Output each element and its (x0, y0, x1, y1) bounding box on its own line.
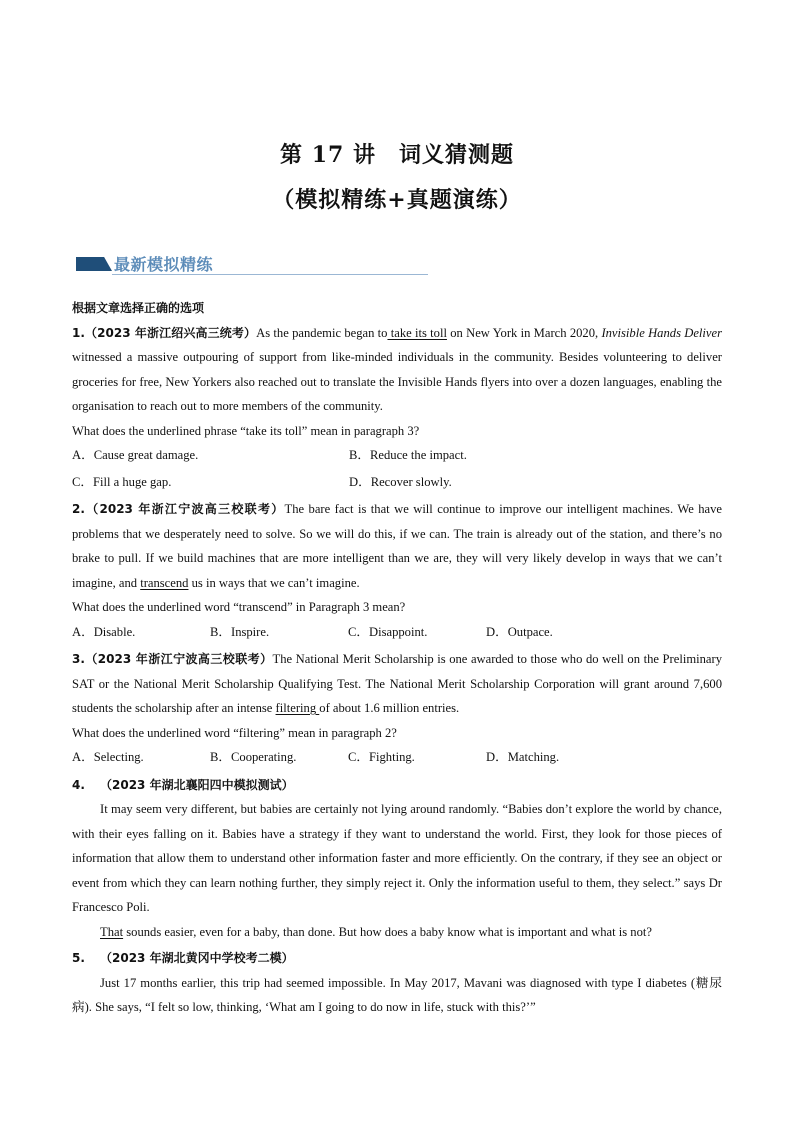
q1-option-c[interactable]: C．Fill a huge gap. (72, 474, 172, 489)
q2-underlined: transcend (140, 575, 189, 590)
q3-text-b: of about 1.6 million entries. (319, 701, 460, 715)
q1-options-row1 (72, 443, 722, 468)
q5-source: （2023 年湖北黄冈中学校考二模） (100, 951, 294, 965)
q4-underlined: That (100, 924, 124, 939)
q4-number: 4. (72, 777, 85, 792)
q3-underlined: filtering (275, 701, 320, 715)
q1-text-c: witnessed a massive outpouring of support from like-minded individuals in the community. Besides volunteering to deliver groceries for free, New Yorkers also reached out to translate the Invisible Hands flyers into over a dozen languages, enabling the organisation to reach out to more members of the community. (72, 350, 722, 413)
q2-option-a[interactable]: A．Disable. (72, 624, 136, 639)
q1-italic: Invisible Hands Deliver (601, 325, 723, 340)
q2-number: 2. (72, 502, 85, 516)
q2-option-d[interactable]: D．Outpace. (486, 624, 553, 639)
q1-option-d[interactable]: D．Recover slowly. (349, 474, 452, 489)
question-4-header (72, 773, 722, 798)
question-2-passage (72, 497, 722, 595)
q1-options-row2 (72, 470, 722, 495)
q1-text-a: As the pandemic began to (256, 325, 388, 340)
question-5-header (72, 946, 722, 971)
q1-option-a[interactable]: A．Cause great damage. (72, 448, 199, 462)
q2-option-b[interactable]: B．Inspire. (210, 624, 270, 639)
q1-text-b: on New York in March 2020, (446, 325, 602, 340)
content (72, 296, 722, 1020)
q3-option-b[interactable]: B．Cooperating. (210, 750, 297, 764)
section-label: 最新模拟精练 (114, 255, 214, 274)
q3-source: （2023 年浙江宁波高三校联考） (84, 652, 273, 666)
q2-text-b: us in ways that we can’t imagine. (188, 575, 360, 590)
q4-source: （2023 年湖北襄阳四中模拟测试） (100, 777, 294, 792)
q5-number: 5. (72, 951, 85, 965)
q3-option-a[interactable]: A．Selecting. (72, 750, 144, 764)
banner-rule (112, 274, 428, 275)
q1-number: 1. (72, 325, 85, 340)
q4-paragraph-2-text: sounds easier, even for a baby, than done. But how does a baby know what is important and what is not? (123, 924, 652, 939)
q1-option-b[interactable]: B．Reduce the impact. (349, 448, 467, 462)
q3-option-c[interactable]: C．Fighting. (348, 750, 415, 764)
q3-question: What does the underlined word “filtering” mean in paragraph 2? (72, 725, 397, 740)
q2-options (72, 620, 722, 645)
q3-option-d[interactable]: D．Matching. (486, 750, 560, 764)
q3-options (72, 745, 722, 770)
q2-option-c[interactable]: C．Disappoint. (348, 624, 428, 639)
q2-text-a: The bare fact is that we will continue to improve our intelligent machines. We have problems that we desperately need to solve. So we will do this, if we can. The train is already out of the station, and there’s no brake to pull. If we build machines that are more intelligent than we are, they will very likely develop in ways that we can’t imagine, and (72, 502, 722, 590)
page-subtitle: （模拟精练+真题演练） (272, 187, 522, 213)
q2-question: What does the underlined word “transcend” in Paragraph 3 mean? (72, 600, 406, 614)
question-1-passage (72, 321, 722, 419)
q4-paragraph-2 (72, 920, 722, 945)
instruction: 根据文章选择正确的选项 (72, 301, 205, 315)
question-3-passage (72, 647, 722, 721)
q3-text-a: The National Merit Scholarship is one awarded to those who do well on the Preliminary SAT or the National Merit Scholarship Qualifying Test. The National Merit Scholarship Corporation will grant around 7,600 students the scholarship after an intense (72, 652, 723, 715)
q2-source: （2023 年浙江宁波高三校联考） (84, 502, 285, 516)
q5-paragraph-1: Just 17 months earlier, this trip had seemed impossible. In May 2017, Mavani was diagnosed with type I diabetes (糖尿病). She says, “I felt so low, thinking, ‘What am I going to do now in life, stuck with this?’” (72, 975, 722, 1014)
page-title: 第 17 讲 词义猜测题 (280, 142, 514, 168)
q1-question: What does the underlined phrase “take its toll” mean in paragraph 3? (72, 423, 420, 438)
q1-source: （2023 年浙江绍兴高三统考） (84, 325, 257, 340)
q3-number: 3. (72, 652, 85, 666)
banner-marker (76, 257, 112, 271)
q1-underlined: take its toll (387, 325, 447, 340)
section-banner (76, 253, 428, 275)
q4-paragraph-1: It may seem very different, but babies are certainly not lying around randomly. “Babies don’t explore the world by chance, with their eyes falling on it. Babies have a strategy if they want to understand the world. First, they look for those pieces of information that allow them to understand other information faster and more efficiently. On the contrary, if they see an object or event from which they can learn nothing further, they simply reject it. Only the information useful to them, they select.” says Dr Francesco Poli. (72, 802, 722, 914)
